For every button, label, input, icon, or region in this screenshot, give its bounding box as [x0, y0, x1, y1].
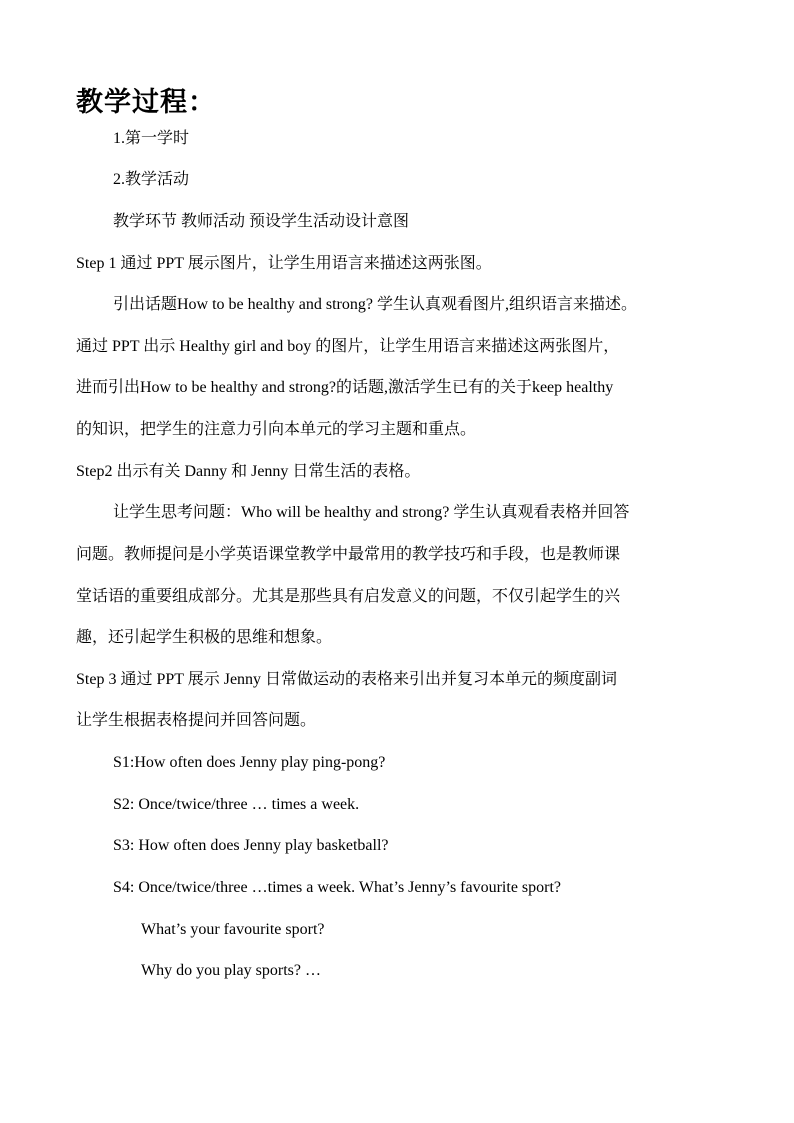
dialogue-line: Why do you play sports? …: [141, 962, 321, 979]
dialogue-line: What’s your favourite sport?: [141, 921, 325, 938]
paragraph-line: 让学生思考问题：Who will be healthy and strong? 学生认真观看表格并回答: [113, 504, 630, 521]
dialogue-line: S3: How often does Jenny play basketball?: [113, 837, 389, 854]
paragraph-line: 让学生根据表格提问并回答问题。: [76, 712, 317, 729]
paragraph-line: 问题。教师提问是小学英语课堂教学中最常用的教学技巧和手段，也是教师课: [76, 546, 621, 563]
dialogue-line: S1:How often does Jenny play ping-pong?: [113, 754, 386, 771]
paragraph-line: 的知识，把学生的注意力引向本单元的学习主题和重点。: [76, 421, 477, 438]
paragraph-line: 趣，还引起学生积极的思维和想象。: [76, 629, 333, 646]
paragraph-line: 堂话语的重要组成部分。尤其是那些具有启发意义的问题，不仅引起学生的兴: [76, 588, 621, 605]
paragraph-line: Step 1 通过 PPT 展示图片，让学生用语言来描述这两张图。: [76, 255, 492, 272]
paragraph-line: 引出话题How to be healthy and strong? 学生认真观看图片,组织语言来描述。: [113, 296, 637, 313]
paragraph-line: 进而引出How to be healthy and strong?的话题,激活学生已有的关于keep healthy: [76, 379, 614, 396]
paragraph-line: 2.教学活动: [113, 171, 190, 188]
paragraph-line: 教学环节 教师活动 预设学生活动设计意图: [113, 213, 410, 230]
paragraph-line: Step2 出示有关 Danny 和 Jenny 日常生活的表格。: [76, 463, 421, 480]
paragraph-line: 1.第一学时: [113, 130, 190, 147]
dialogue-line: S4: Once/twice/three …times a week. What’s Jenny’s favourite sport?: [113, 879, 562, 896]
dialogue-line: S2: Once/twice/three … times a week.: [113, 796, 360, 813]
paragraph-line: 通过 PPT 出示 Healthy girl and boy 的图片，让学生用语言来描述这两张图片，: [76, 338, 620, 355]
page-title: 教学过程：: [76, 87, 216, 118]
paragraph-line: Step 3 通过 PPT 展示 Jenny 日常做运动的表格来引出并复习本单元的频度副词: [76, 671, 618, 688]
